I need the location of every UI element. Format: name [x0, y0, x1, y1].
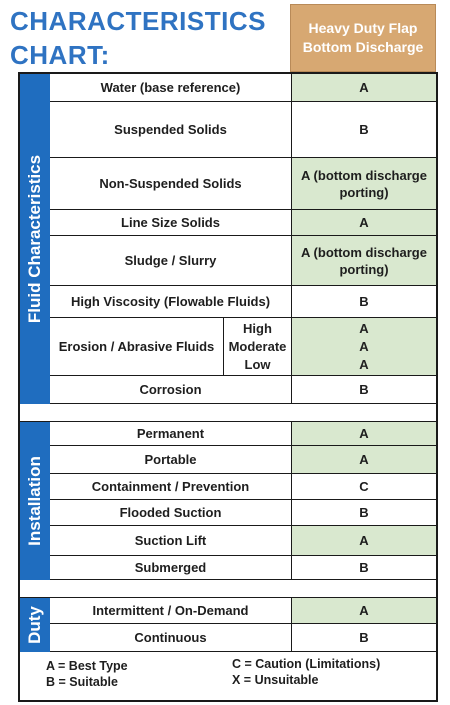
row-value-suspended-solids: B	[292, 102, 436, 158]
row-value-non-suspended-solids: A (bottom discharge porting)	[292, 158, 436, 210]
erosion-levels	[224, 318, 292, 376]
row-value-permanent: A	[292, 422, 436, 446]
row-value-portable: A	[292, 446, 436, 474]
title-line-1: CHARACTERISTICS	[10, 6, 266, 36]
row-label-line-size-solids: Line Size Solids	[50, 210, 292, 236]
row-label-permanent: Permanent	[50, 422, 292, 446]
legend-x: X = Unsuitable	[232, 673, 319, 687]
page-title	[10, 4, 266, 72]
row-label-containment: Containment / Prevention	[50, 474, 292, 500]
row-value-water: A	[292, 74, 436, 102]
row-label-flooded-suction: Flooded Suction	[50, 500, 292, 526]
section-divider	[20, 404, 436, 422]
section-label-installation: Installation	[25, 456, 45, 546]
legend-left	[46, 658, 128, 690]
row-value-containment: C	[292, 474, 436, 500]
row-value-high-viscosity: B	[292, 286, 436, 318]
row-label-portable: Portable	[50, 446, 292, 474]
characteristics-table	[18, 72, 438, 702]
section-duty	[20, 598, 50, 652]
row-label-submerged: Submerged	[50, 556, 292, 580]
column-header	[290, 4, 436, 72]
row-value-continuous: B	[292, 624, 436, 652]
row-value-intermittent: A	[292, 598, 436, 624]
row-label-water: Water (base reference)	[50, 74, 292, 102]
legend-a: A = Best Type	[46, 659, 128, 673]
row-label-non-suspended-solids: Non-Suspended Solids	[50, 158, 292, 210]
row-value-suction-lift: A	[292, 526, 436, 556]
section-label-fluid: Fluid Characteristics	[25, 154, 45, 324]
row-value-submerged: B	[292, 556, 436, 580]
row-label-suction-lift: Suction Lift	[50, 526, 292, 556]
erosion-value-low: A	[359, 357, 369, 372]
row-label-suspended-solids: Suspended Solids	[50, 102, 292, 158]
erosion-level-moderate: Moderate	[228, 339, 287, 354]
column-header-line-1: Heavy Duty Flap	[308, 20, 418, 36]
row-label-intermittent: Intermittent / On-Demand	[50, 598, 292, 624]
row-value-corrosion: B	[292, 376, 436, 404]
section-divider-2	[20, 580, 436, 598]
section-label-duty: Duty	[25, 606, 44, 644]
row-label-high-viscosity: High Viscosity (Flowable Fluids)	[50, 286, 292, 318]
section-fluid-characteristics	[20, 74, 50, 404]
erosion-value-high: A	[359, 321, 369, 336]
section-installation	[20, 422, 50, 580]
row-label-continuous: Continuous	[50, 624, 292, 652]
legend-c: C = Caution (Limitations)	[232, 657, 381, 671]
row-value-sludge-slurry: A (bottom discharge porting)	[292, 236, 436, 286]
row-label-sludge-slurry: Sludge / Slurry	[50, 236, 292, 286]
legend-b: B = Suitable	[46, 675, 118, 689]
title-line-2: CHART:	[10, 40, 110, 70]
erosion-level-low: Low	[244, 357, 271, 372]
legend-right	[232, 656, 380, 688]
row-label-erosion-abrasive: Erosion / Abrasive Fluids	[50, 318, 224, 376]
row-value-line-size-solids: A	[292, 210, 436, 236]
erosion-values	[292, 318, 436, 376]
erosion-level-high: High	[243, 321, 272, 336]
row-value-flooded-suction: B	[292, 500, 436, 526]
column-header-line-2: Bottom Discharge	[302, 39, 424, 55]
erosion-value-moderate: A	[359, 339, 369, 354]
row-label-corrosion: Corrosion	[50, 376, 292, 404]
